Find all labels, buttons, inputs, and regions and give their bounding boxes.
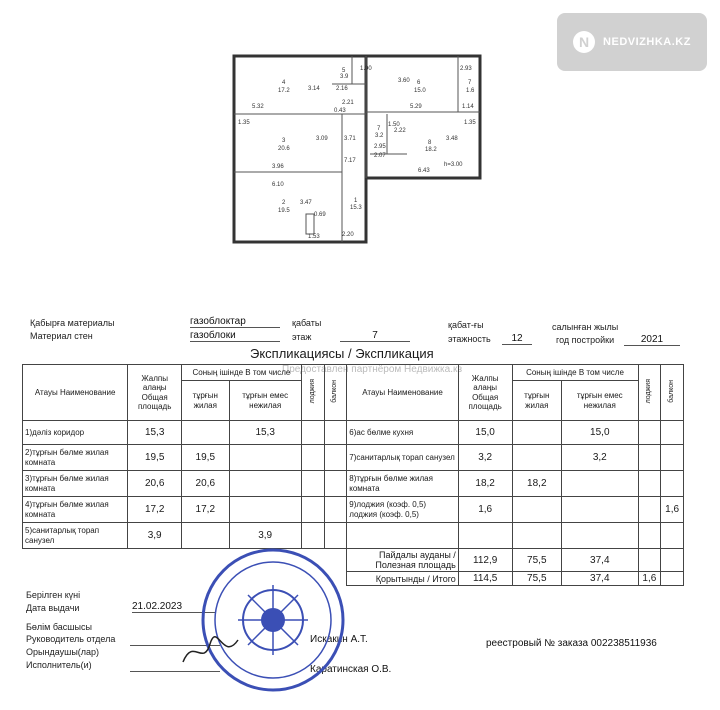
room-label: 8 bbox=[428, 140, 432, 146]
row-name: 4)тұрғын бөлме жилая комната bbox=[23, 497, 128, 523]
row-balcony bbox=[324, 497, 347, 523]
dimension-label: 7.17 bbox=[344, 158, 356, 164]
useful-total: 112,9 bbox=[458, 549, 512, 572]
row-loggia bbox=[638, 471, 661, 497]
executor-label-kz: Орындаушы(лар) bbox=[26, 647, 100, 657]
dimension-label: h=3.00 bbox=[444, 162, 463, 168]
wall-material-label-kz: Қабырға материалы bbox=[30, 318, 115, 328]
dimension-label: 1.14 bbox=[462, 104, 474, 110]
row-living: 19,5 bbox=[182, 445, 230, 471]
room-area: 20.6 bbox=[278, 146, 290, 152]
dimension-label: 3.71 bbox=[344, 136, 356, 142]
total-row bbox=[23, 572, 684, 586]
official-stamp bbox=[198, 545, 348, 695]
row-living: 18,2 bbox=[512, 471, 562, 497]
row-balcony bbox=[324, 421, 347, 445]
row-living: 20,6 bbox=[182, 471, 230, 497]
room-area: 18.2 bbox=[425, 147, 437, 153]
row-nonliving: 15,0 bbox=[562, 421, 638, 445]
useful-nonliving: 37,4 bbox=[562, 549, 638, 572]
wall-material-value-kz: газоблоктар bbox=[190, 316, 280, 328]
issued-label-ru: Дата выдачи bbox=[26, 603, 80, 613]
dimension-label: 2.22 bbox=[394, 128, 406, 134]
row-balcony: 1,6 bbox=[661, 497, 684, 523]
dimension-label: 2.93 bbox=[460, 66, 472, 72]
row-loggia bbox=[638, 445, 661, 471]
watermark-badge bbox=[557, 13, 707, 71]
row-loggia bbox=[301, 497, 324, 523]
row-balcony bbox=[661, 445, 684, 471]
row-name: 8)тұрғын бөлме жилая комната bbox=[347, 471, 459, 497]
room-label: 3 bbox=[282, 138, 286, 144]
floor-value: 7 bbox=[340, 330, 410, 342]
table-row bbox=[23, 421, 684, 445]
dimension-label: 0.69 bbox=[314, 212, 326, 218]
dimension-label: 6.43 bbox=[418, 168, 430, 174]
useful-area-row bbox=[23, 549, 684, 572]
build-year-label-ru: год постройки bbox=[556, 335, 615, 345]
document-title: Экспликациясы / Экспликация bbox=[250, 346, 434, 361]
room-label: 6 bbox=[417, 80, 421, 86]
row-loggia bbox=[638, 523, 661, 549]
row-total: 19,5 bbox=[128, 445, 182, 471]
row-balcony bbox=[324, 445, 347, 471]
row-name: 3)тұрғын бөлме жилая комната bbox=[23, 471, 128, 497]
floor-label-ru: этаж bbox=[292, 332, 312, 342]
row-loggia bbox=[638, 497, 661, 523]
dimension-label: 1.35 bbox=[464, 120, 476, 126]
head-label-kz: Бөлім басшысы bbox=[26, 622, 92, 632]
row-loggia bbox=[301, 421, 324, 445]
row-total: 15,0 bbox=[458, 421, 512, 445]
table-row bbox=[23, 523, 684, 549]
dimension-label: 3.14 bbox=[308, 86, 320, 92]
row-nonliving bbox=[229, 497, 301, 523]
dimension-label: 1.35 bbox=[238, 120, 250, 126]
watermark-text: NEDVIZHKA.KZ bbox=[603, 36, 691, 48]
dimension-label: 1.53 bbox=[308, 234, 320, 240]
row-name bbox=[347, 523, 459, 549]
row-total: 18,2 bbox=[458, 471, 512, 497]
explication-table bbox=[22, 364, 684, 586]
row-total: 3,2 bbox=[458, 445, 512, 471]
row-name: 6)ас бөлме кухня bbox=[347, 421, 459, 445]
sum-living: 75,5 bbox=[512, 572, 562, 586]
registry-number: реестровый № заказа 002238511936 bbox=[486, 638, 657, 649]
room-area: 3.9 bbox=[340, 74, 349, 80]
dimension-label: 2.95 bbox=[374, 144, 386, 150]
home-icon: N bbox=[573, 31, 595, 53]
dimension-label: 3.48 bbox=[446, 136, 458, 142]
useful-area-label: Пайдалы ауданы / Полезная площадь bbox=[347, 549, 459, 572]
row-living bbox=[512, 421, 562, 445]
col-loggia: лоджия bbox=[308, 379, 316, 404]
col-loggia: лоджия bbox=[645, 379, 653, 404]
row-balcony bbox=[661, 421, 684, 445]
row-nonliving bbox=[562, 523, 638, 549]
dimension-label: 3.96 bbox=[272, 164, 284, 170]
room-area: 1.6 bbox=[466, 88, 475, 94]
floor-label-kz: қабаты bbox=[292, 318, 322, 328]
dimension-label: 5.29 bbox=[410, 104, 422, 110]
room-area: 19.5 bbox=[278, 208, 290, 214]
handwritten-signature bbox=[178, 632, 248, 672]
row-living bbox=[182, 421, 230, 445]
build-year-value: 2021 bbox=[624, 334, 680, 346]
room-area: 15.3 bbox=[350, 205, 362, 211]
dimension-label: 3.09 bbox=[316, 136, 328, 142]
row-total: 3,9 bbox=[128, 523, 182, 549]
col-total: Жалпы алаңы Общая площадь bbox=[458, 365, 512, 421]
row-living bbox=[512, 497, 562, 523]
dimension-label: 3.47 bbox=[300, 200, 312, 206]
room-area: 17.2 bbox=[278, 88, 290, 94]
col-including: Соның ішінде В том числе bbox=[512, 365, 638, 381]
table-row bbox=[23, 471, 684, 497]
row-total bbox=[458, 523, 512, 549]
row-name: 2)тұрғын бөлме жилая комната bbox=[23, 445, 128, 471]
dimension-label: 2.07 bbox=[374, 153, 386, 159]
dimension-label: 6.10 bbox=[272, 182, 284, 188]
row-nonliving: 3,2 bbox=[562, 445, 638, 471]
row-balcony bbox=[661, 523, 684, 549]
executor-label-ru: Исполнитель(и) bbox=[26, 660, 92, 670]
sum-loggia: 1,6 bbox=[638, 572, 661, 586]
executor-name: Каратинская О.В. bbox=[310, 664, 392, 675]
floors-count-label-kz: қабат-ғы bbox=[448, 320, 484, 330]
issued-label-kz: Берілген күні bbox=[26, 590, 81, 600]
row-nonliving: 15,3 bbox=[229, 421, 301, 445]
row-name: 9)лоджия (коэф. 0,5) лоджия (коэф. 0,5) bbox=[347, 497, 459, 523]
dimension-label: 2.20 bbox=[342, 232, 354, 238]
dimension-label: 3.60 bbox=[398, 78, 410, 84]
useful-living: 75,5 bbox=[512, 549, 562, 572]
row-living bbox=[512, 445, 562, 471]
col-name: Атауы Наименование bbox=[347, 365, 459, 421]
col-total: Жалпы алаңы Общая площадь bbox=[128, 365, 182, 421]
col-including: Соның ішінде В том числе bbox=[182, 365, 302, 381]
floor-plan-drawing bbox=[232, 54, 482, 244]
row-nonliving bbox=[229, 471, 301, 497]
room-label: 4 bbox=[282, 80, 286, 86]
col-balcony: балкон bbox=[668, 380, 676, 403]
wall-material-value-ru: газоблоки bbox=[190, 330, 280, 342]
room-area: 15.0 bbox=[414, 88, 426, 94]
dimension-label: 1.00 bbox=[360, 66, 372, 72]
room-label: 7 bbox=[377, 126, 381, 132]
col-name: Атауы Наименование bbox=[23, 365, 128, 421]
dimension-label: 1.50 bbox=[388, 122, 400, 128]
row-loggia bbox=[301, 445, 324, 471]
col-living: тұрғын жилая bbox=[512, 381, 562, 421]
row-name: 7)санитарлық торап санузел bbox=[347, 445, 459, 471]
head-label-ru: Руководитель отдела bbox=[26, 634, 116, 644]
row-loggia bbox=[301, 471, 324, 497]
dimension-label: 5.32 bbox=[252, 104, 264, 110]
row-nonliving bbox=[229, 445, 301, 471]
col-living: тұрғын жилая bbox=[182, 381, 230, 421]
build-year-label-kz: салынған жылы bbox=[552, 322, 619, 332]
sum-nonliving: 37,4 bbox=[562, 572, 638, 586]
room-label: 1 bbox=[354, 198, 358, 204]
row-balcony bbox=[324, 471, 347, 497]
floors-count-value: 12 bbox=[502, 333, 532, 345]
dimension-label: 2.16 bbox=[336, 86, 348, 92]
row-total: 1,6 bbox=[458, 497, 512, 523]
wall-material-label-ru: Материал стен bbox=[30, 331, 93, 341]
total-label: Қорытынды / Итого bbox=[347, 572, 459, 586]
room-label: 7 bbox=[468, 80, 472, 86]
head-name: Искакин А.Т. bbox=[310, 634, 368, 645]
row-living bbox=[512, 523, 562, 549]
dimension-label: 2.21 bbox=[342, 100, 354, 106]
room-label: 2 bbox=[282, 200, 286, 206]
row-name: 5)санитарлық торап санузел bbox=[23, 523, 128, 549]
table-row bbox=[23, 445, 684, 471]
col-nonliving: тұрғын емес нежилая bbox=[229, 381, 301, 421]
row-total: 15,3 bbox=[128, 421, 182, 445]
sum-total: 114,5 bbox=[458, 572, 512, 586]
row-nonliving bbox=[562, 471, 638, 497]
dimension-label: 0.43 bbox=[334, 108, 346, 114]
row-balcony bbox=[661, 471, 684, 497]
row-nonliving bbox=[562, 497, 638, 523]
floors-count-label-ru: этажность bbox=[448, 334, 491, 344]
row-living: 17,2 bbox=[182, 497, 230, 523]
col-nonliving: тұрғын емес нежилая bbox=[562, 381, 638, 421]
issued-date: 21.02.2023 bbox=[132, 601, 216, 613]
floor-plan bbox=[232, 54, 482, 244]
row-nonliving: 3,9 bbox=[229, 523, 301, 549]
row-name: 1)дәліз коридор bbox=[23, 421, 128, 445]
table-row bbox=[23, 497, 684, 523]
room-label: 5 bbox=[342, 68, 346, 74]
watermark-overlay: Предоставлен партнёром Недвижка.кз bbox=[282, 364, 463, 375]
row-loggia bbox=[638, 421, 661, 445]
room-area: 3.2 bbox=[375, 133, 384, 139]
row-total: 20,6 bbox=[128, 471, 182, 497]
row-total: 17,2 bbox=[128, 497, 182, 523]
col-balcony: балкон bbox=[331, 380, 339, 403]
